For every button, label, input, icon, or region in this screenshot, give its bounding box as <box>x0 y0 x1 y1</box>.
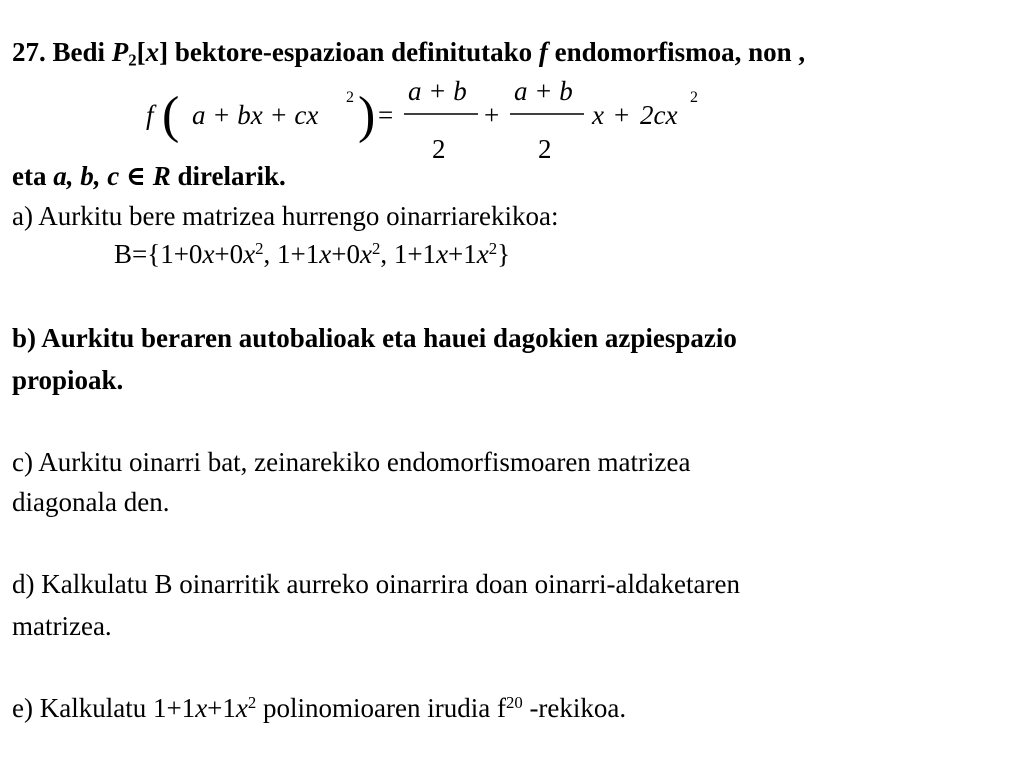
part-e-text: +1 <box>207 693 236 723</box>
formula-x: x <box>592 100 604 130</box>
basis-text: +0 <box>331 239 360 269</box>
formula-inner-exponent: 2 <box>346 89 354 106</box>
part-e-var: x <box>235 693 248 723</box>
bracket-close: ] <box>159 37 169 67</box>
part-c-question-line2: diagonala den. <box>12 487 170 517</box>
basis-text: +1 <box>448 239 477 269</box>
condition-tail: direlarik. <box>170 161 286 191</box>
basis-text: , 1+1 <box>380 239 437 269</box>
bracket-open: [ <box>136 37 146 67</box>
part-e-exponent: 2 <box>247 692 257 712</box>
formula-equals: = <box>378 100 394 130</box>
part-e-text: e) Kalkulatu 1+1 <box>12 693 196 723</box>
fraction1-numerator: a + b <box>408 76 467 106</box>
formula-plus: + <box>614 100 630 130</box>
formula-plus: + <box>484 100 500 130</box>
part-d-question-line1: d) Kalkulatu B oinarritik aurreko oinarrira doan oinarri-aldaketaren <box>12 569 740 599</box>
formula-last-exponent: 2 <box>690 89 698 106</box>
basis-text: B={1+0 <box>114 239 203 269</box>
basis-var: x <box>202 239 215 269</box>
part-e-question <box>12 692 626 724</box>
basis-var: x <box>243 239 256 269</box>
problem-text-part: Bedi <box>52 37 112 67</box>
basis-exponent: 2 <box>488 238 498 258</box>
part-e-text: polinomioaren irudia f <box>256 693 506 723</box>
real-set-symbol: R <box>152 161 171 191</box>
basis-text: +0 <box>214 239 244 269</box>
condition-line <box>12 160 286 192</box>
problem-number: 27. <box>12 37 46 67</box>
part-e-power: 20 <box>505 692 523 712</box>
basis-var: x <box>436 239 449 269</box>
part-d-question-line2: matrizea. <box>12 611 112 641</box>
part-b-question-line1: b) Aurkitu beraren autobalioak eta hauei dagokien azpiespazio <box>12 323 737 353</box>
map-symbol: f <box>538 37 548 67</box>
formula-last-term: 2cx <box>640 100 678 130</box>
paren-close: ) <box>358 87 376 144</box>
space-symbol: P <box>111 37 129 67</box>
basis-exponent: 2 <box>371 238 381 258</box>
formula-inner: a + bx + cx <box>192 100 319 130</box>
fraction1-denominator: 2 <box>432 134 446 162</box>
formula-f: f <box>146 100 154 130</box>
part-c-question-line1: c) Aurkitu oinarri bat, zeinarekiko endomorfismoaren matrizea <box>12 447 691 477</box>
condition-variables: a, b, c <box>53 161 120 191</box>
basis-var: x <box>319 239 332 269</box>
part-e-var: x <box>195 693 208 723</box>
fraction2-denominator: 2 <box>538 134 552 162</box>
basis-exponent: 2 <box>255 238 264 258</box>
part-e-text: -rekikoa. <box>522 693 627 723</box>
fraction2-numerator: a + b <box>514 76 573 106</box>
problem-statement <box>12 36 805 68</box>
space-variable: x <box>145 37 160 67</box>
endomorphism-formula <box>142 72 722 162</box>
formula-graphic <box>142 72 722 162</box>
problem-text-part: endomorfismoa, non , <box>547 37 806 67</box>
basis-text: } <box>497 239 511 269</box>
element-of-symbol: ∈ <box>119 161 153 191</box>
part-a-question: a) Aurkitu bere matrizea hurrengo oinarriarekikoa: <box>12 201 559 231</box>
space-subscript: 2 <box>128 50 137 70</box>
basis-definition <box>114 238 510 270</box>
basis-var: x <box>359 239 372 269</box>
problem-text-part: bektore-espazioan definitutako <box>168 37 539 67</box>
part-b-question-line2: propioak. <box>12 365 124 395</box>
basis-text: , 1+1 <box>263 239 320 269</box>
basis-var: x <box>476 239 489 269</box>
paren-open: ( <box>162 87 180 144</box>
condition-lead: eta <box>12 161 54 191</box>
